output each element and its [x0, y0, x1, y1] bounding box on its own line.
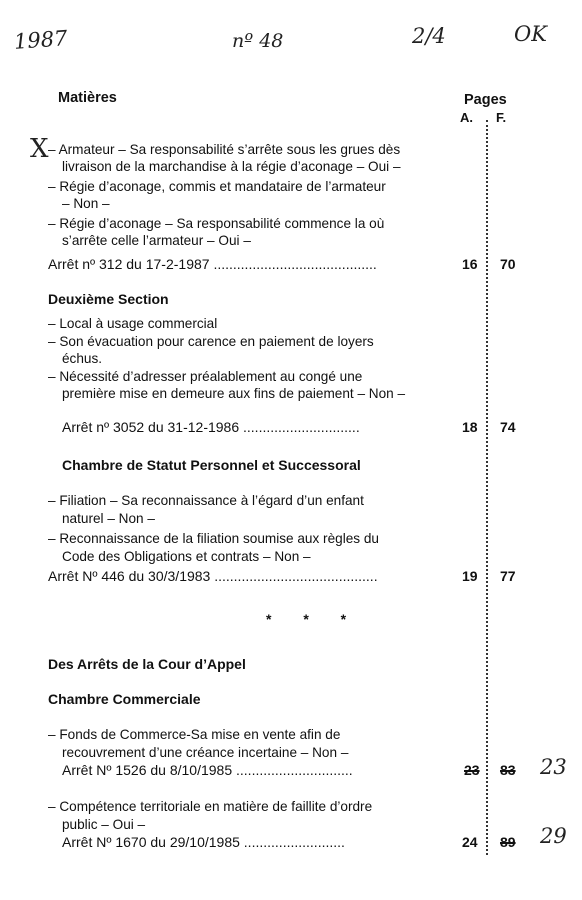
handwritten-correction: 23	[540, 755, 567, 779]
list-item: – Non –	[62, 196, 110, 211]
arret-reference: Arrêt Nº 446 du 30/3/1983 ..........................................	[48, 568, 378, 584]
list-item: – Compétence territoriale en matière de faillite d’ordre	[48, 799, 373, 814]
list-item: recouvrement d’une créance incertaine – Non –	[62, 745, 349, 760]
list-item: – Armateur – Sa responsabilité s’arrête sous les grues dès	[48, 142, 401, 157]
page-f-struck: 83	[500, 762, 516, 778]
page-column-a-label: A.	[460, 110, 473, 125]
arret-reference: Arrêt nº 312 du 17-2-1987 ..........................................	[48, 256, 377, 272]
section-title: Chambre de Statut Personnel et Successoral	[62, 457, 361, 473]
page-f: 77	[500, 568, 516, 584]
section-title: Deuxième Section	[48, 291, 169, 307]
handwritten-number: nº 48	[232, 30, 284, 52]
list-item: s’arrête celle l’armateur – Oui –	[62, 233, 251, 248]
handwritten-year: 1987	[13, 26, 69, 54]
list-item: – Nécessité d’adresser préalablement au congé une	[48, 369, 363, 384]
list-item: livraison de la marchandise à la régie d’aconage – Oui –	[62, 159, 401, 174]
list-item: – Filiation – Sa reconnaissance à l’égard d’un enfant	[48, 493, 364, 508]
handwritten-margin-mark: X	[30, 134, 49, 164]
arret-reference: Arrêt nº 3052 du 31-12-1986 ..............................	[62, 419, 360, 435]
list-item: – Régie d’aconage, commis et mandataire de l’armateur	[48, 179, 386, 194]
arret-reference: Arrêt Nº 1526 du 8/10/1985 ..............................	[62, 762, 353, 778]
list-item: – Son évacuation pour carence en paiement de loyers	[48, 334, 374, 349]
handwritten-ok: OK	[514, 22, 547, 46]
page-f: 70	[500, 256, 516, 272]
list-item: naturel – Non –	[62, 511, 155, 526]
handwritten-correction: 29	[540, 824, 567, 848]
list-item: public – Oui –	[62, 817, 146, 832]
arret-reference: Arrêt Nº 1670 du 29/10/1985 ..........................	[62, 834, 345, 850]
page-f-struck: 89	[500, 834, 516, 850]
matieres-heading: Matières	[58, 90, 117, 106]
page-a: 18	[462, 419, 478, 435]
list-item: – Régie d’aconage – Sa responsabilité commence la où	[48, 216, 385, 231]
list-item: échus.	[62, 351, 103, 366]
page-a: 24	[462, 834, 478, 850]
page-a: 23	[464, 762, 480, 778]
list-item: – Fonds de Commerce-Sa mise en vente afin de	[48, 727, 341, 742]
page-a: 16	[462, 256, 478, 272]
page-column-divider	[486, 120, 488, 855]
section-separator: * * *	[266, 611, 361, 627]
page-column-f-label: F.	[496, 110, 507, 125]
list-item: – Local à usage commercial	[48, 316, 218, 331]
section-subtitle: Chambre Commerciale	[48, 691, 201, 707]
list-item: première mise en demeure aux fins de paiement – Non –	[62, 386, 406, 401]
pages-heading: Pages	[464, 92, 507, 108]
section-title: Des Arrêts de la Cour d’Appel	[48, 656, 246, 672]
handwritten-fraction: 2/4	[412, 24, 446, 48]
list-item: Code des Obligations et contrats – Non –	[62, 549, 311, 564]
page-a: 19	[462, 568, 478, 584]
page-f: 74	[500, 419, 516, 435]
list-item: – Reconnaissance de la filiation soumise aux règles du	[48, 531, 379, 546]
